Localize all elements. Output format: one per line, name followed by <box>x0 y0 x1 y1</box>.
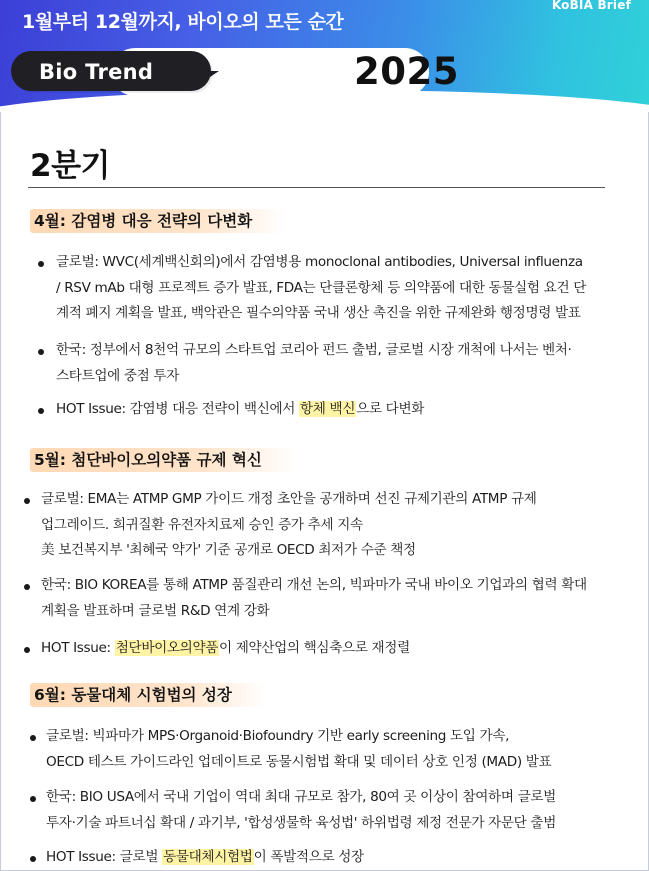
hot-issue-suffix: 이 폭발적으로 성장 <box>253 849 364 865</box>
hot-issue-highlight: 항체 백신 <box>300 401 356 417</box>
hot-issue-line <box>30 845 364 871</box>
list-item-june-hot <box>30 845 364 871</box>
bio-trend-label: Bio Trend <box>39 60 154 84</box>
text-line: 한국: BIO KOREA를 통해 ATMP 품질관리 개선 논의, 빅파마가 국내 바이오 기업과의 협력 확대 <box>41 577 587 593</box>
bullet-dot <box>30 796 36 802</box>
bullet-dot <box>24 584 30 590</box>
month-heading-june: 6월: 동물대체 시험법의 성장 <box>30 683 266 707</box>
text-line: 글로벌: WVC(세계백신회의)에서 감염병용 monoclonal antibodies, Universal influenza <box>56 254 583 270</box>
text-line: 글로벌: EMA는 ATMP GMP 가이드 개정 초안을 공개하며 선진 규제기관의 ATMP 규제 <box>41 491 537 507</box>
text-line: 글로벌: 빅파마가 MPS·Organoid·Biofoundry 기반 early screening 도입 가속, <box>46 728 510 744</box>
title-pill <box>11 47 459 97</box>
text-line: 계적 폐지 계획을 발표, 백악관은 필수의약품 국내 생산 촉진을 위한 규제완화 행정명령 발표 <box>56 305 581 321</box>
text-line: 美 보건복지부 '최혜국 약가' 기준 공개로 OECD 최저가 수준 책정 <box>41 542 416 558</box>
list-item-june-global <box>30 724 551 775</box>
text-line: / RSV mAb 대형 프로젝트 증가 발표, FDA는 단클론항체 등 의약품에 대한 동물실험 요건 단 <box>56 279 586 296</box>
hot-issue-highlight: 첨단바이오의약품 <box>115 640 219 656</box>
hot-issue-suffix: 이 제약산업의 핵심축으로 재정렬 <box>219 640 410 656</box>
list-item-may-korea <box>24 573 587 624</box>
bullet-dot <box>24 498 30 504</box>
hot-issue-prefix: HOT Issue: 글로벌 <box>46 849 163 865</box>
bullet-dot <box>24 647 30 653</box>
list-item-april-global <box>38 250 586 327</box>
text-line: 스타트업에 중점 투자 <box>56 367 179 384</box>
text-line: 업그레이드. 희귀질환 유전자치료제 승인 증가 추세 지속 <box>41 516 363 533</box>
month-heading-may: 5월: 첨단바이오의약품 규제 혁신 <box>30 448 296 472</box>
year-label: 2025 <box>354 50 459 93</box>
hot-issue-prefix: HOT Issue: 감염병 대응 전략이 백신에서 <box>56 401 300 417</box>
bullet-dot <box>30 735 36 741</box>
header-title: 1월부터 12월까지, 바이오의 모든 순간 <box>22 11 344 33</box>
hot-issue-line <box>24 636 410 662</box>
list-item-may-hot <box>24 636 410 662</box>
bullet-dot <box>30 856 36 862</box>
hot-issue-line <box>38 397 424 423</box>
hot-issue-highlight: 동물대체시험법 <box>163 849 253 865</box>
list-item-june-korea <box>30 785 556 836</box>
text-line: 투자·기술 파트너십 확대 / 과기부, '합성생물학 육성법' 하위법령 제정 전문가 자문단 출범 <box>46 814 556 831</box>
header-banner <box>0 0 649 112</box>
list-item-april-korea <box>38 338 571 389</box>
list-item-may-global <box>24 487 537 564</box>
quarter-title: 2분기 <box>30 148 110 184</box>
text-line: 한국: BIO USA에서 국내 기업이 역대 최대 규모로 참가, 80여 곳 이상이 참여하며 글로벌 <box>46 789 556 805</box>
bio-trend-pill <box>11 51 211 91</box>
text-line: 계획을 발표하며 글로벌 R&D 연계 강화 <box>41 602 270 619</box>
quarter-divider <box>28 187 605 188</box>
month-heading-april: 4월: 감염병 대응 전략의 다변화 <box>30 209 286 233</box>
bullet-dot <box>38 408 44 414</box>
text-line: OECD 테스트 가이드라인 업데이트로 동물시험법 확대 및 데이터 상호 인정 (MAD) 발표 <box>46 753 552 770</box>
brand-label: KoBIA Brief <box>551 0 631 12</box>
hot-issue-prefix: HOT Issue: <box>41 640 115 656</box>
bullet-dot <box>38 349 44 355</box>
bullet-dot <box>38 261 44 267</box>
list-item-april-hot <box>38 397 424 423</box>
text-line: 한국: 정부에서 8천억 규모의 스타트업 코리아 펀드 출범, 글로벌 시장 개척에 나서는 벤처· <box>56 342 572 358</box>
hot-issue-suffix: 으로 다변화 <box>356 401 425 417</box>
